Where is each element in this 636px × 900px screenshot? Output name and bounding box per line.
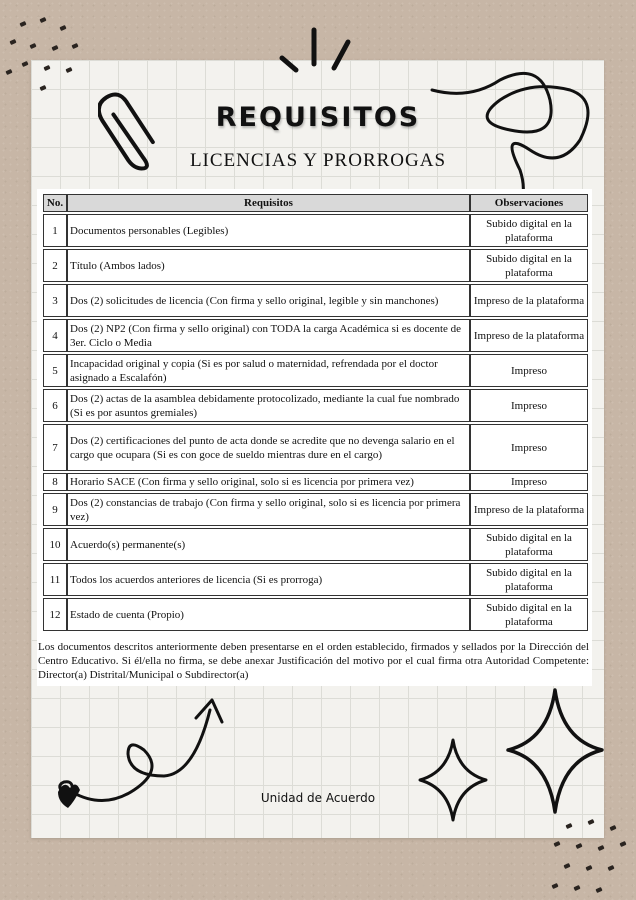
footer-unit-label: Unidad de Acuerdo (260, 791, 376, 805)
row-number: 11 (43, 563, 67, 596)
row-requisito: Título (Ambos lados) (67, 249, 470, 282)
row-number: 2 (43, 249, 67, 282)
column-header-requisitos: Requisitos (67, 194, 470, 212)
row-observacion: Impreso (470, 354, 588, 387)
row-observacion: Impreso (470, 473, 588, 491)
submission-note: Los documentos descritos anteriormente deben presentarse en el orden establecido, firmados y sellados por la Dirección del Centro Educativo. Si él/ella no firma, se debe anexar Justificación del motivo por el cual firma otra Autoridad Competente: Director(a) Distrital/Municipal o Subdirector(a) (38, 641, 589, 681)
row-observacion: Impreso de la plataforma (470, 493, 588, 526)
column-header-no: No. (43, 194, 67, 212)
row-number: 12 (43, 598, 67, 631)
row-observacion: Impreso (470, 424, 588, 471)
dot-cluster-bottom-right-icon (536, 812, 636, 900)
row-number: 8 (43, 473, 67, 491)
table-row (43, 563, 588, 596)
row-number: 1 (43, 214, 67, 247)
row-observacion: Subido digital en la plataforma (470, 563, 588, 596)
table-row (43, 214, 588, 247)
large-sparkle-star-icon (506, 688, 604, 814)
column-header-observaciones: Observaciones (470, 194, 588, 212)
row-number: 4 (43, 319, 67, 352)
row-observacion: Subido digital en la plataforma (470, 249, 588, 282)
row-number: 6 (43, 389, 67, 422)
row-requisito: Dos (2) certificaciones del punto de acta donde se acredite que no devenga salario en el cargo que ocupara (Si es con goce de sueldo mientras dure en el cargo) (67, 424, 470, 471)
row-requisito: Incapacidad original y copia (Si es por salud o maternidad, refrendada por el doctor asignado a Escalafón) (67, 354, 470, 387)
row-number: 3 (43, 284, 67, 317)
page-subtitle: LICENCIAS Y PRORROGAS (189, 150, 447, 171)
table-row (43, 249, 588, 282)
sparkle-star-icon (418, 738, 488, 822)
row-requisito: Horario SACE (Con firma y sello original, solo si es licencia por primera vez) (67, 473, 470, 491)
row-requisito: Estado de cuenta (Propio) (67, 598, 470, 631)
row-observacion: Impreso de la plataforma (470, 284, 588, 317)
row-requisito: Dos (2) NP2 (Con firma y sello original) con TODA la carga Académica si es docente de 3er. Ciclo o Media (67, 319, 470, 352)
row-number: 5 (43, 354, 67, 387)
table-row (43, 473, 588, 491)
requirements-document (37, 189, 592, 686)
table-row (43, 424, 588, 471)
table-row (43, 528, 588, 561)
row-number: 10 (43, 528, 67, 561)
row-requisito: Acuerdo(s) permanente(s) (67, 528, 470, 561)
dot-cluster-top-left-icon (0, 0, 110, 100)
table-row (43, 354, 588, 387)
row-requisito: Dos (2) constancias de trabajo (Con firma y sello original, solo si es licencia por primera vez) (67, 493, 470, 526)
row-requisito: Todos los acuerdos anteriores de licencia (Si es prorroga) (67, 563, 470, 596)
row-observacion: Impreso de la plataforma (470, 319, 588, 352)
row-observacion: Impreso (470, 389, 588, 422)
row-observacion: Subido digital en la plataforma (470, 598, 588, 631)
row-requisito: Documentos personables (Legibles) (67, 214, 470, 247)
row-observacion: Subido digital en la plataforma (470, 528, 588, 561)
table-row (43, 284, 588, 317)
table-row (43, 493, 588, 526)
table-header-row (43, 194, 588, 212)
page-title: REQUISITOS (215, 102, 421, 133)
table-row (43, 598, 588, 631)
row-observacion: Subido digital en la plataforma (470, 214, 588, 247)
burst-lines-icon (274, 24, 358, 76)
row-requisito: Dos (2) solicitudes de licencia (Con firma y sello original, legible y sin manchones) (67, 284, 470, 317)
row-number: 7 (43, 424, 67, 471)
row-number: 9 (43, 493, 67, 526)
table-row (43, 319, 588, 352)
row-requisito: Dos (2) actas de la asamblea debidamente protocolizado, mediante la cual fue nombrado (Si es por asuntos gremiales) (67, 389, 470, 422)
table-row (43, 389, 588, 422)
requirements-table (43, 192, 588, 633)
